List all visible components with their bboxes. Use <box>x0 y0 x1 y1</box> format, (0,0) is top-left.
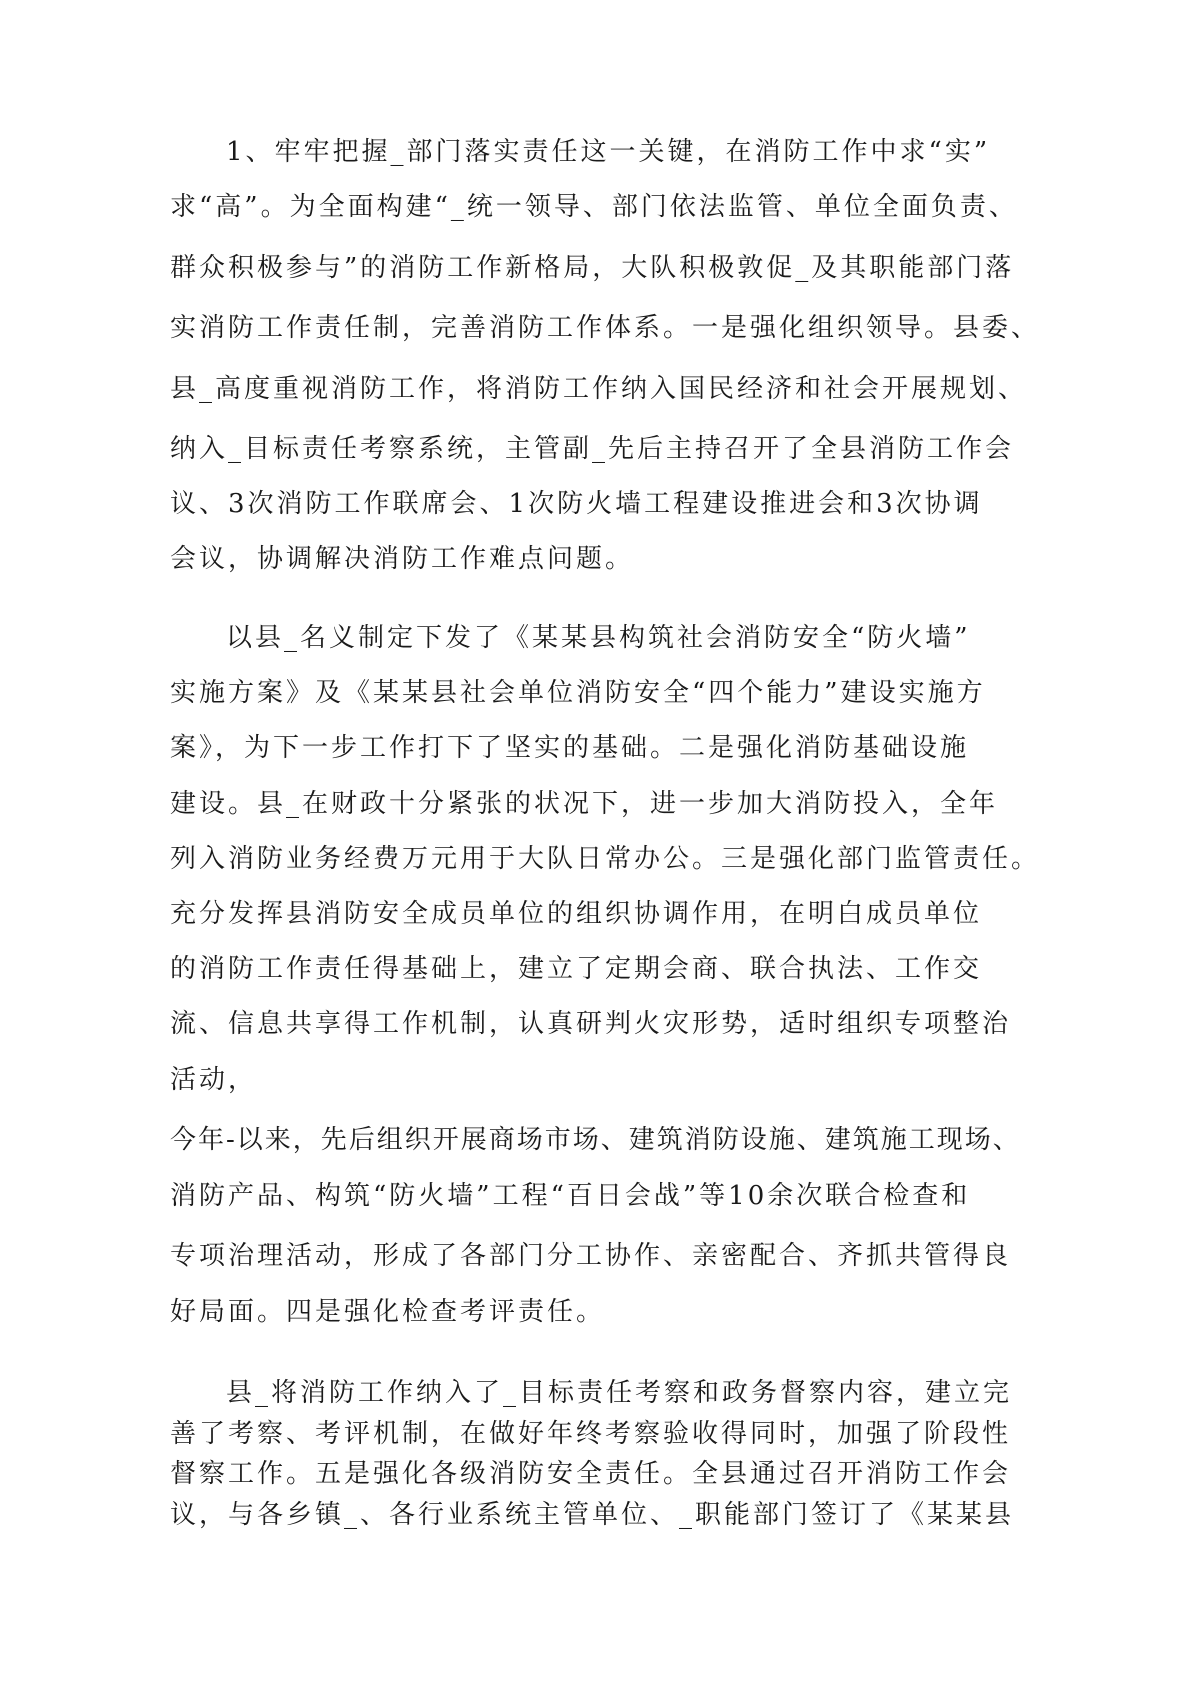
paragraph-line: 议，与各乡镇_、各行业系统主管单位、_职能部门签订了《某某县 <box>170 1500 1015 1530</box>
paragraph-line: 流、信息共享得工作机制，认真研判火灾形势，适时组织专项整治 <box>170 1009 1012 1039</box>
paragraph-line: 议、3次消防工作联席会、1次防火墙工程建设推进会和3次协调 <box>170 489 983 519</box>
paragraph-line: 督察工作。五是强化各级消防安全责任。全县通过召开消防工作会 <box>170 1459 1012 1489</box>
paragraph-line: 实施方案》及《某某县社会单位消防安全“四个能力”建设实施方 <box>170 678 986 708</box>
paragraph-line: 1、牢牢把握_部门落实责任这一关键，在消防工作中求“实” <box>226 137 991 167</box>
paragraph-line: 好局面。四是强化检查考评责任。 <box>170 1297 606 1327</box>
paragraph-line: 县_高度重视消防工作，将消防工作纳入国民经济和社会开展规划、 <box>170 374 1028 404</box>
paragraph-line: 群众积极参与”的消防工作新格局，大队积极敦促_及其职能部门落 <box>170 253 1015 283</box>
paragraph-line: 消防产品、构筑“防火墙”工程“百日会战”等10余次联合检查和 <box>170 1181 971 1211</box>
paragraph-line: 活动， <box>170 1065 258 1095</box>
paragraph-line: 以县_名义制定下发了《某某县构筑社会消防安全“防火墙” <box>226 623 971 653</box>
paragraph-line: 县_将消防工作纳入了_目标责任考察和政务督察内容，建立完 <box>226 1378 1013 1408</box>
paragraph-line: 实消防工作责任制，完善消防工作体系。一是强化组织领导。县委、 <box>170 313 1041 343</box>
paragraph-line: 善了考察、考评机制，在做好年终考察验收得同时，加强了阶段性 <box>170 1419 1012 1449</box>
paragraph-line: 专项治理活动，形成了各部门分工协作、亲密配合、齐抓共管得良 <box>170 1241 1012 1271</box>
paragraph-line: 案》，为下一步工作打下了坚实的基础。二是强化消防基础设施 <box>170 733 970 763</box>
paragraph-line: 求“高”。为全面构建“_统一领导、部门依法监管、单位全面负责、 <box>170 192 1018 222</box>
paragraph-line: 会议，协调解决消防工作难点问题。 <box>170 544 635 574</box>
paragraph-line: 建设。县_在财政十分紧张的状况下，进一步加大消防投入，全年 <box>170 789 999 819</box>
paragraph-line: 纳入_目标责任考察系统，主管副_先后主持召开了全县消防工作会 <box>170 434 1015 464</box>
paragraph-line: 列入消防业务经费万元用于大队日常办公。三是强化部门监管责任。 <box>170 844 1041 874</box>
paragraph-line: 充分发挥县消防安全成员单位的组织协调作用，在明白成员单位 <box>170 899 983 929</box>
paragraph-line: 今年-以来，先后组织开展商场市场、建筑消防设施、建筑施工现场、 <box>170 1125 1021 1155</box>
paragraph-line: 的消防工作责任得基础上，建立了定期会商、联合执法、工作交 <box>170 954 983 984</box>
